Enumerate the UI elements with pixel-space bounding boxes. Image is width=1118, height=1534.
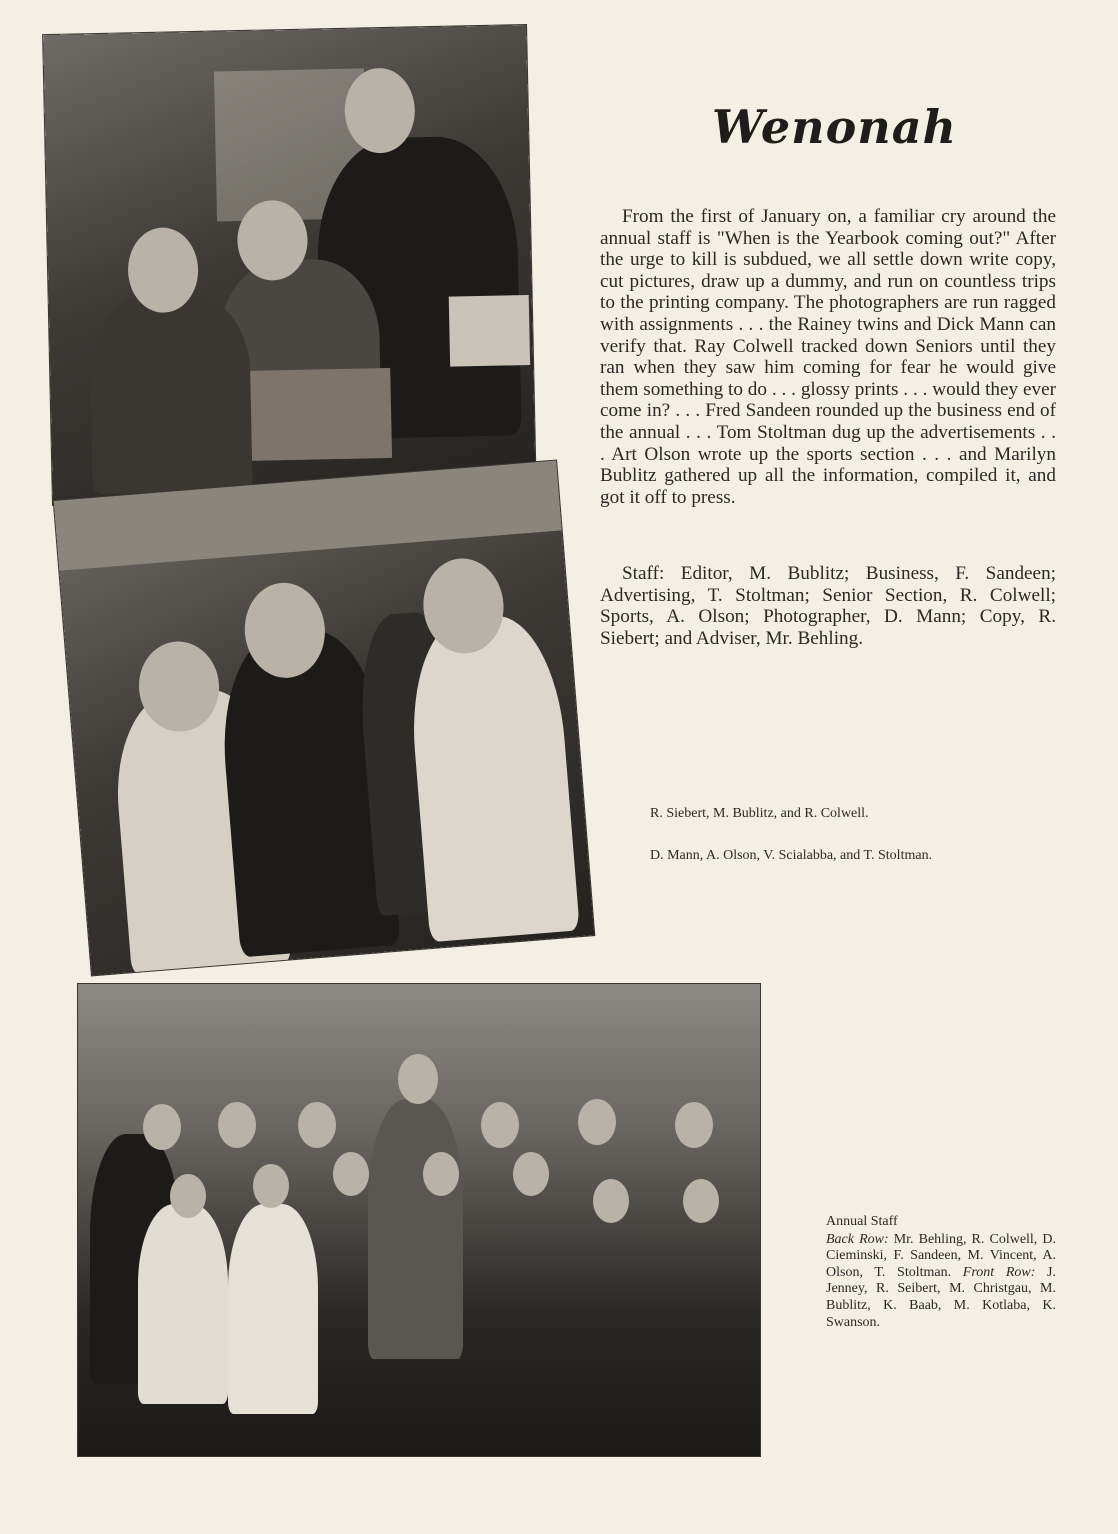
front-row-names: J. Jenney, R. Seibert, M. Christgau, M. Bublitz, K. Baab, M. Kotlaba, K. Swanson. <box>826 1264 1056 1330</box>
back-row-names: Mr. Behling, R. Colwell, D. Cieminski, F. Sandeen, M. Vincent, A. Olson, T. Stoltman. <box>826 1231 1057 1280</box>
box-on-desk <box>250 368 392 461</box>
figure-front-1 <box>138 1204 228 1404</box>
back-row-label: Back Row: <box>826 1231 889 1247</box>
body-paragraph: From the first of January on, a familiar cry around the annual staff is "When is the Yearbook coming out?" After the urge to kill is subdued, we all settle down write copy, cut pictures, draw up a dummy, and run on countless trips to the printing company. The photographers are run ragged with assignments . . . the Rainey twins and Dick Mann can verify that. Ray Colwell tracked down Seniors until they ran when they saw him coming for fear he would give them something to do . . . glossy prints . . . would they ever come in? . . . Fred Sandeen rounded up the business end of the annual . . . Tom Stoltman dug up the advertisements . . . Art Olson wrote up the sports section . . . and Marilyn Bublitz gathered up all the information, compiled it, and got it off to press. <box>600 206 1056 508</box>
head-back-7 <box>675 1102 713 1148</box>
photo-annual-staff-group <box>78 984 760 1456</box>
head-back-4 <box>398 1054 438 1104</box>
caption-photo-1: R. Siebert, M. Bublitz, and R. Colwell. <box>650 806 869 821</box>
head-back-2 <box>218 1102 256 1148</box>
head-front-1 <box>170 1174 206 1218</box>
head-back-1 <box>143 1104 181 1150</box>
annual-staff-names <box>826 1232 1056 1332</box>
head-front-6 <box>593 1179 629 1223</box>
figure-back-4 <box>368 1099 463 1359</box>
figure-woman-left <box>89 291 253 494</box>
front-row-label: Front Row: <box>962 1264 1036 1280</box>
figure-right-man <box>405 611 580 942</box>
annual-staff-title: Annual Staff <box>826 1214 898 1229</box>
book-stack <box>449 295 530 367</box>
head-back-5 <box>481 1102 519 1148</box>
head-front-2 <box>253 1164 289 1208</box>
head-front-4 <box>423 1152 459 1196</box>
photo-mann-olson-scialabba-stoltman <box>54 461 595 976</box>
head-back-6 <box>578 1099 616 1145</box>
annual-staff-caption <box>826 1214 1056 1331</box>
head-front-3 <box>333 1152 369 1196</box>
caption-photo-2: D. Mann, A. Olson, V. Scialabba, and T. Stoltman. <box>650 848 933 863</box>
figure-front-2 <box>228 1204 318 1414</box>
page-title: Wenonah <box>712 100 957 154</box>
head-back-3 <box>298 1102 336 1148</box>
staff-paragraph: Staff: Editor, M. Bublitz; Business, F. Sandeen; Advertising, T. Stoltman; Senior Section, R. Colwell; Sports, A. Olson; Photographer, D. Mann; Copy, R. Siebert; and Adviser, Mr. Behling. <box>600 563 1056 649</box>
photo-siebert-bublitz-colwell <box>43 25 536 505</box>
head-front-7 <box>683 1179 719 1223</box>
head-front-5 <box>513 1152 549 1196</box>
